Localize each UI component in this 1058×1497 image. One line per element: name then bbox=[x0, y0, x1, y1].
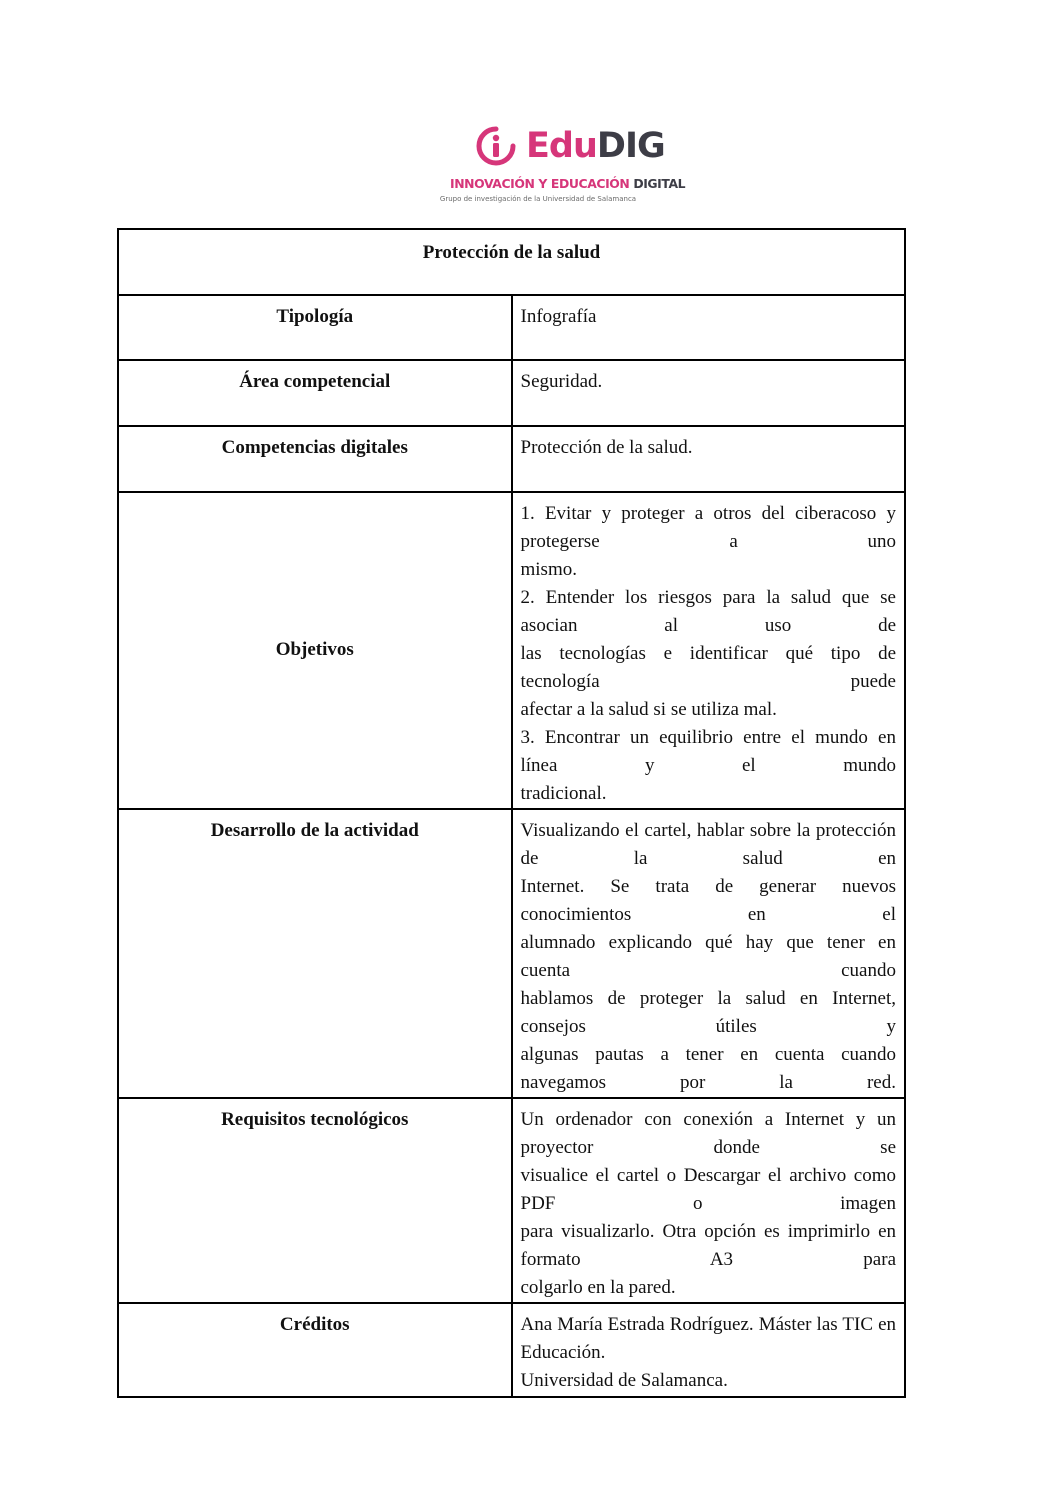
value-line: colgarlo en la pared. bbox=[520, 1277, 676, 1298]
logo-word-edu: Edu bbox=[526, 126, 597, 166]
table-row bbox=[118, 426, 905, 492]
info-circle-logo-icon bbox=[476, 126, 516, 166]
value-line: 1. Evitar y proteger a otros del ciberacoso y protegerse a uno bbox=[520, 503, 896, 552]
value-line: visualice el cartel o Descargar el archivo como PDF o imagen bbox=[520, 1165, 896, 1214]
table-row bbox=[118, 360, 905, 426]
value-line: Seguridad. bbox=[520, 371, 603, 392]
row-label-area-competencial: Área competencial bbox=[118, 360, 512, 426]
value-line: mismo. bbox=[520, 559, 577, 580]
value-line: Ana María Estrada Rodríguez. Máster las TIC en Educación. bbox=[520, 1314, 896, 1363]
value-line: Universidad de Salamanca. bbox=[520, 1370, 728, 1391]
row-value-creditos bbox=[512, 1303, 906, 1397]
logo-subtitle-part2: DIGITAL bbox=[633, 176, 686, 191]
table-row bbox=[118, 492, 905, 809]
value-line: hablamos de proteger la salud en Internet, consejos útiles y bbox=[520, 988, 896, 1037]
table-row bbox=[118, 809, 905, 1098]
value-line: Infografía bbox=[520, 306, 597, 327]
value-line: Un ordenador con conexión a Internet y un proyector donde se bbox=[520, 1109, 896, 1158]
label-line: actividad bbox=[343, 820, 419, 841]
activity-table bbox=[117, 228, 906, 1398]
row-label-objetivos: Objetivos bbox=[118, 492, 512, 809]
value-line: afectar a la salud si se utiliza mal. bbox=[520, 699, 777, 720]
row-value-tipologia bbox=[512, 295, 906, 360]
value-line: las tecnologías e identificar qué tipo de tecnología puede bbox=[520, 643, 896, 692]
value-line: Visualizando el cartel, hablar sobre la protección de la salud en bbox=[520, 820, 896, 869]
row-label-requisitos: Requisitos tecnológicos bbox=[118, 1098, 512, 1303]
value-line: Protección de la salud. bbox=[520, 437, 693, 458]
value-line: 2. Entender los riesgos para la salud que se asocian al uso de bbox=[520, 587, 896, 636]
value-line: alumnado explicando qué hay que tener en cuenta cuando bbox=[520, 932, 896, 981]
row-value-area-competencial bbox=[512, 360, 906, 426]
value-line: Internet. Se trata de generar nuevos conocimientos en el bbox=[520, 876, 896, 925]
table-title-row bbox=[118, 229, 905, 295]
row-value-desarrollo bbox=[512, 809, 906, 1098]
value-line: para visualizarlo. Otra opción es imprimirlo en formato A3 para bbox=[520, 1221, 896, 1270]
edudig-logo bbox=[438, 126, 686, 208]
row-value-competencias-digitales bbox=[512, 426, 906, 492]
value-line: 3. Encontrar un equilibrio entre el mundo en línea y el mundo bbox=[520, 727, 896, 776]
row-label-tipologia: Tipología bbox=[118, 295, 512, 360]
table-row bbox=[118, 1098, 905, 1303]
table-title: Protección de la salud bbox=[118, 229, 905, 295]
logo-tagline: Grupo de investigación de la Universidad de Salamanca bbox=[439, 195, 637, 203]
value-line: tradicional. bbox=[520, 783, 607, 804]
label-line: Desarrollo de la bbox=[210, 820, 340, 841]
row-label-competencias-digitales: Competencias digitales bbox=[118, 426, 512, 492]
logo-word-dig: DIG bbox=[596, 126, 665, 166]
row-value-requisitos bbox=[512, 1098, 906, 1303]
row-label-creditos: Créditos bbox=[118, 1303, 512, 1397]
logo-wordmark bbox=[526, 124, 665, 168]
row-label-desarrollo bbox=[118, 809, 512, 1098]
table-row bbox=[118, 1303, 905, 1397]
table-row bbox=[118, 295, 905, 360]
value-line: algunas pautas a tener en cuenta cuando navegamos por la red. bbox=[520, 1044, 896, 1093]
logo-subtitle-part1: INNOVACIÓN Y EDUCACIÓN bbox=[450, 176, 634, 191]
logo-subtitle bbox=[450, 177, 685, 191]
row-value-objetivos bbox=[512, 492, 906, 809]
